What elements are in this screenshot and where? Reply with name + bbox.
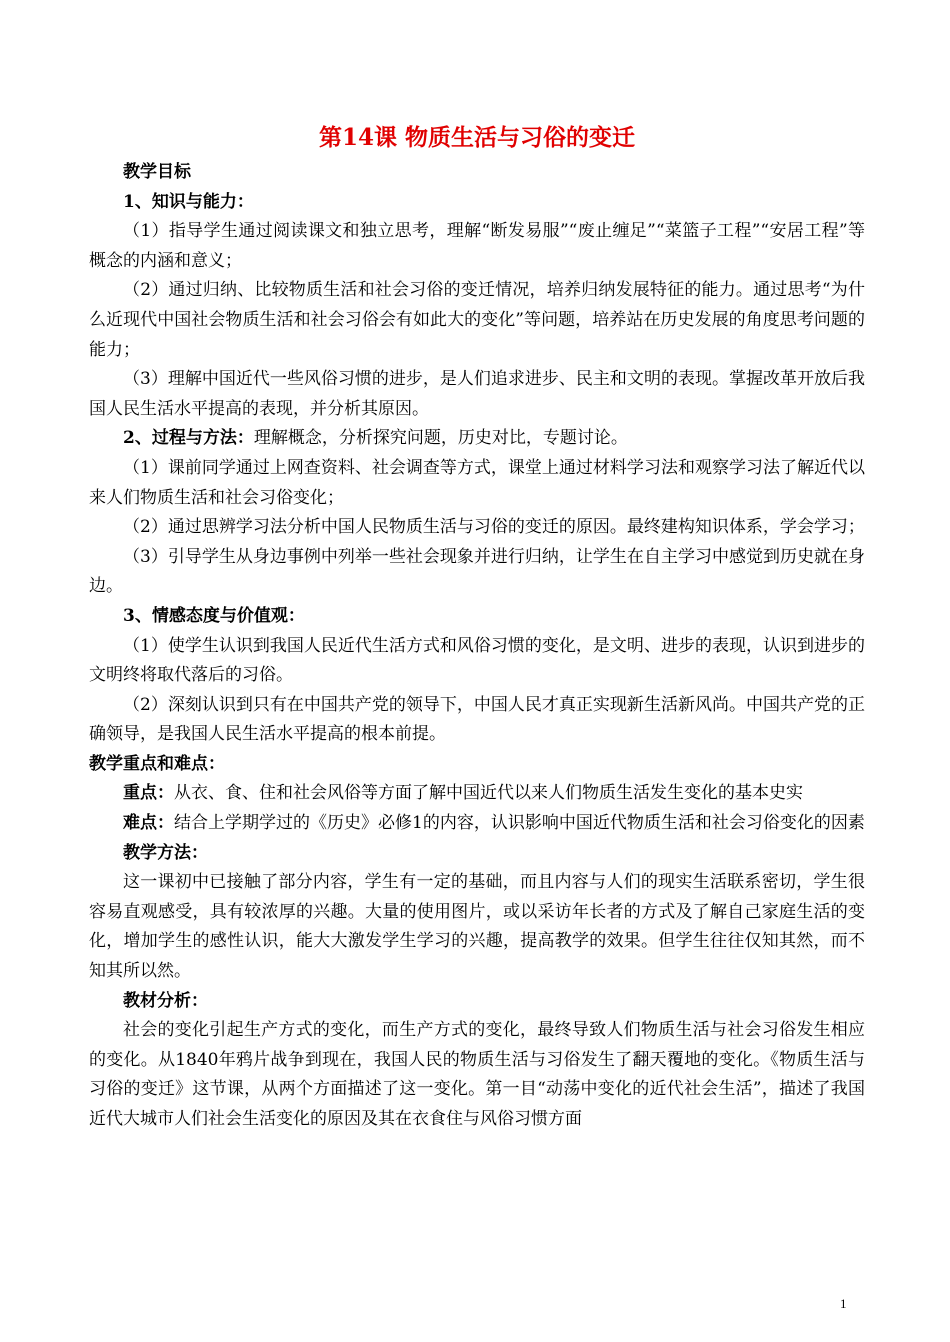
- method-text: 这一课初中已接触了部分内容，学生有一定的基础，而且内容与人们的现实生活联系密切，学生很容易直观感受，具有较浓厚的兴趣。大量的使用图片，或以采访年长者的方式及了解自己家庭生活的变化，增加学生的感性认识，能大大激发学生学习的兴趣，提高教学的效果。但学生往往仅知其然，而不知其所以然。: [89, 872, 865, 982]
- process-item-1: （1）课前同学通过上网查资料、社会调查等方式，课堂上通过材料学习法和观察学习法了解近代以来人们物质生活和社会习俗变化；: [89, 457, 865, 508]
- process-text: 理解概念，分析探究问题，历史对比，专题讨论。: [253, 428, 628, 449]
- key-difficult-heading: 教学重点和难点：: [89, 753, 225, 774]
- knowledge-heading: 1、知识与能力：: [123, 191, 254, 212]
- knowledge-item-2: （2）通过归纳、比较物质生活和社会习俗的变迁情况，培养归纳发展特征的能力。通过思考“为什么近现代中国社会物质生活和社会习俗会有如此大的变化”等问题，培养站在历史发展的角度思考问题的能力；: [89, 280, 865, 360]
- process-heading: 2、过程与方法：: [123, 428, 254, 449]
- analysis-text: 社会的变化引起生产方式的变化，而生产方式的变化，最终导致人们物质生活与社会习俗发生相应的变化。从1840年鸦片战争到现在，我国人民的物质生活与习俗发生了翻天覆地的变化。《物质生活与习俗的变迁》这节课，从两个方面描述了这一变化。第一目“动荡中变化的近代社会生活”，描述了我国近代大城市人们社会生活变化的原因及其在衣食住与风俗习惯方面: [89, 1020, 865, 1129]
- page-title: 第14课 物质生活与习俗的变迁: [318, 124, 635, 151]
- objectives-heading: 教学目标: [123, 162, 191, 182]
- document-page: [89, 118, 865, 1135]
- page-number: 1: [840, 1296, 847, 1311]
- attitude-heading: 3、情感态度与价值观：: [123, 605, 305, 626]
- difficult-point: [89, 809, 865, 839]
- attitude-item-1: （1）使学生认识到我国人民近代生活方式和风俗习惯的变化，是文明、进步的表现，认识到进步的文明终将取代落后的习俗。: [89, 635, 865, 686]
- process-item-3: （3）引导学生从身边事例中列举一些社会现象并进行归纳，让学生在自主学习中感觉到历史就在身边。: [89, 546, 865, 597]
- attitude-item-2: （2）深刻认识到只有在中国共产党的领导下，中国人民才真正实现新生活新风尚。中国共产党的正确领导，是我国人民生活水平提高的根本前提。: [89, 694, 865, 745]
- difficult-point-label: 难点：: [123, 813, 174, 834]
- method-heading: 教学方法：: [123, 842, 208, 863]
- analysis-heading: 教材分析：: [123, 990, 208, 1011]
- key-point: [89, 779, 865, 809]
- process-item-2: （2）通过思辨学习法分析中国人民物质生活与习俗的变迁的原因。最终建构知识体系，学会学习；: [123, 517, 865, 538]
- key-point-text: 从衣、食、住和社会风俗等方面了解中国近代以来人们物质生活发生变化的基本史实: [174, 783, 803, 804]
- knowledge-item-3: （3）理解中国近代一些风俗习惯的进步，是人们追求进步、民主和文明的表现。掌握改革开放后我国人民生活水平提高的表现，并分析其原因。: [89, 369, 865, 419]
- process-line: [89, 424, 865, 454]
- key-point-label: 重点：: [123, 783, 174, 804]
- difficult-point-text: 结合上学期学过的《历史》必修1的内容，认识影响中国近代物质生活和社会习俗变化的因素: [174, 813, 865, 834]
- knowledge-item-1: （1）指导学生通过阅读课文和独立思考，理解“断发易服”“废止缠足”“菜篮子工程”“安居工程”等概念的内涵和意义；: [89, 221, 865, 271]
